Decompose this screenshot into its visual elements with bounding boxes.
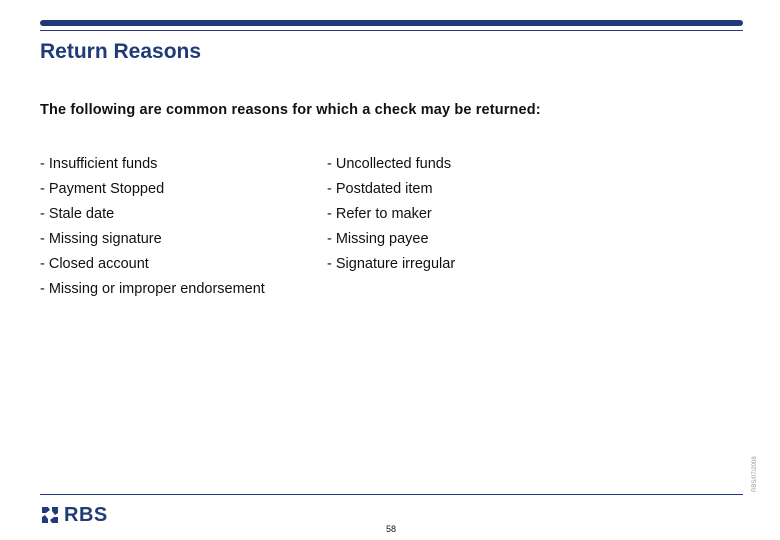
footer-rule [40,494,743,495]
reason-item: - Stale date [40,206,115,222]
header-rule-thick [40,20,743,26]
reason-item: - Payment Stopped [40,181,165,197]
reason-item: - Missing or improper endorsement [40,281,265,297]
reason-item: - Missing signature [40,231,162,247]
reason-item: - Signature irregular [327,256,456,272]
rbs-logo [40,505,108,525]
rbs-daisy-icon [40,505,60,525]
header-rule-thin [40,30,743,31]
reason-item: - Refer to maker [327,206,432,222]
reason-item: - Insufficient funds [40,156,158,172]
reason-item: - Missing payee [327,231,429,247]
page-number: 58 [386,524,397,534]
reasons-list-left [40,156,265,306]
page-title: Return Reasons [40,40,202,63]
reason-item: - Postdated item [327,181,433,197]
intro-text: The following are common reasons for which a check may be returned: [40,102,541,118]
reason-item: - Uncollected funds [327,156,452,172]
reason-item: - Closed account [40,256,149,272]
document-code: RBS/07/2008 [752,456,758,492]
reasons-list-right [327,156,455,281]
logo-text: RBS [64,504,108,526]
